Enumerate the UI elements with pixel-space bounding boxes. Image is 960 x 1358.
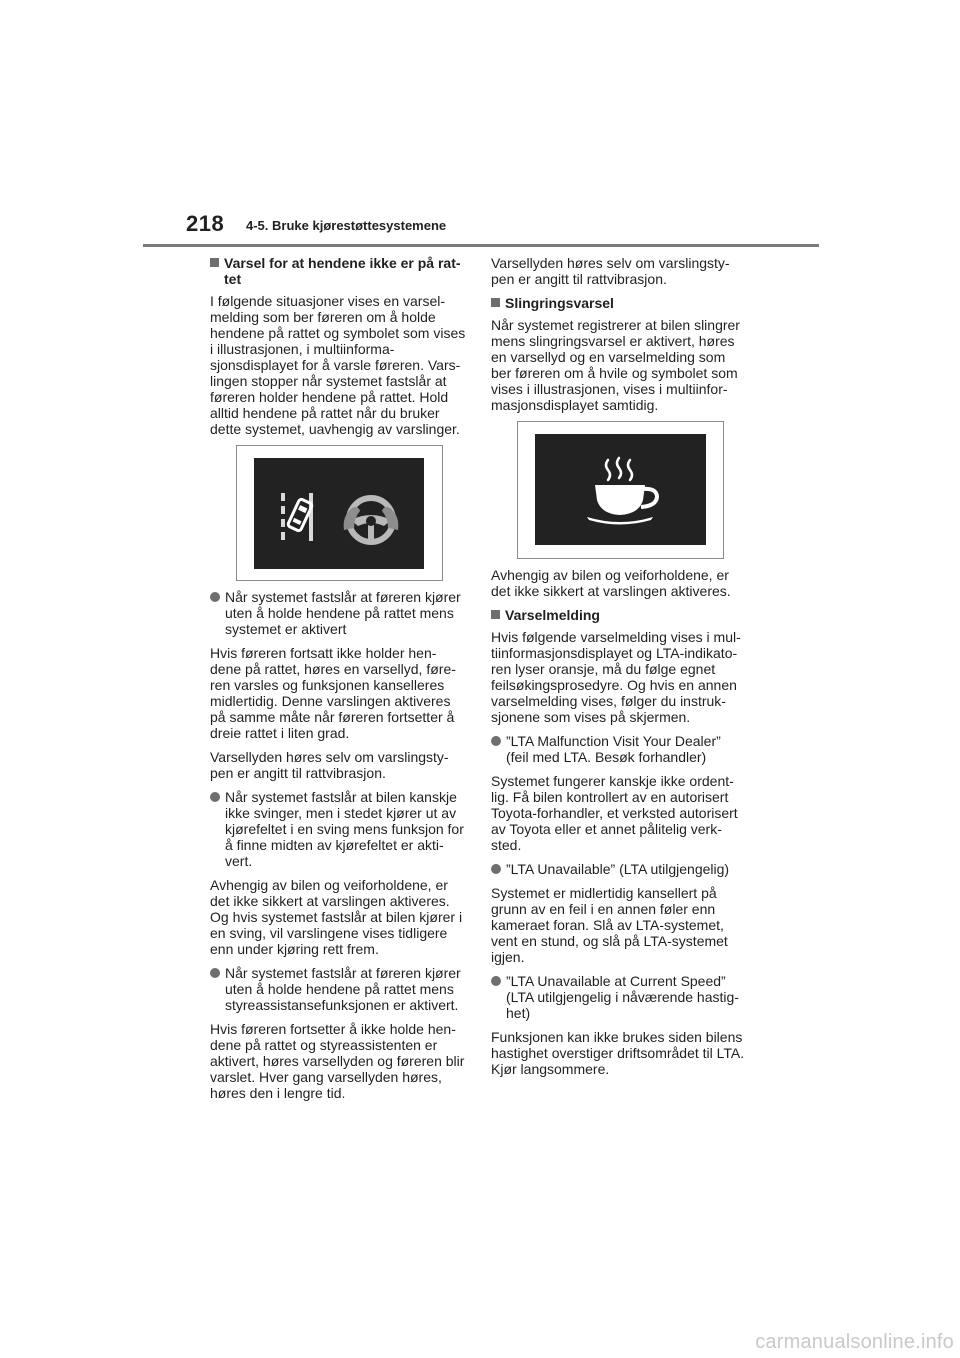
figure-hands-off-display xyxy=(236,445,443,581)
bullet-item: ”LTA Unavailable at Current Speed” (LTA utilgjengelig i nåværende hastig-het) xyxy=(491,973,747,1021)
paragraph: I følgende situasjoner vises en varsel-melding som ber føreren om å holde hendene på rattet og symbolet som vises i illustrasjonen, i multiinforma-sjonsdisplayet for å varsle føreren. Vars-lingen stopper når systemet fastslår at føreren holder hendene på rattet. Hold alltid hendene på rattet når du bruker dette systemet, uavhengig av varslinger. xyxy=(210,293,466,437)
paragraph: Hvis følgende varselmelding vises i mul-tiinformasjonsdisplayet og LTA-indikato-ren lyser oransje, må du følge egnet feilsøkingsprosedyre. Og hvis en annen varselmelding vises, følger du instruk-sjonene som vises på skjermen. xyxy=(491,629,741,725)
watermark: carmanualsonline.info xyxy=(755,1331,954,1353)
header-divider xyxy=(143,244,819,247)
paragraph: Funksjonen kan ikke brukes siden bilens hastighet overstiger driftsområdet til LTA. Kjør langsommere. xyxy=(491,1029,745,1077)
heading-hands-off-warning: Varsel for at hendene ikke er på rat-tet xyxy=(210,255,466,287)
bullet-item: ”LTA Unavailable” (LTA utilgjengelig) xyxy=(491,861,747,877)
paragraph: Hvis føreren fortsatt ikke holder hen-dene på rattet, høres en varsellyd, føre-ren varsles og funksjonen kanselleres midlertidig. Denne varslingen aktiveres på samme måte når føreren fortsetter å dreie rattet i liten grad. xyxy=(210,645,456,741)
paragraph: Når systemet registrerer at bilen slingrer mens slingringsvarsel er aktivert, høres en varsellyd og en varselmelding som ber føreren om å hvile og symbolet som vises i illustrasjonen, vises i multiinfor-masjonsdisplayet samtidig. xyxy=(491,317,740,413)
bullet-item: Når systemet fastslår at bilen kanskje ikke svinger, men i stedet kjører ut av kjørefeltet i en sving mens funksjon for å finne midten av kjørefeltet er akti-vert. xyxy=(210,789,466,869)
page-number: 218 xyxy=(186,211,225,236)
bullet-item: Når systemet fastslår at føreren kjører uten å holde hendene på rattet mens styreassistansefunksjonen er aktivert. xyxy=(210,965,466,1013)
display-screen xyxy=(535,434,706,545)
paragraph: Avhengig av bilen og veiforholdene, er det ikke sikkert at varslingen aktiveres. xyxy=(491,567,731,599)
bullet-item: ”LTA Malfunction Visit Your Dealer” (feil med LTA. Besøk forhandler) xyxy=(491,733,747,765)
right-column xyxy=(491,255,747,1085)
coffee-cup-icon xyxy=(535,434,706,545)
paragraph: Systemet fungerer kanskje ikke ordent-lig. Få bilen kontrollert av en autorisert Toyota-forhandler, et verksted autorisert av Toyota eller et annet pålitelig verk-sted. xyxy=(491,773,738,853)
figure-sway-display xyxy=(517,421,724,559)
heading-sway-warning: Slingringsvarsel xyxy=(491,295,747,311)
paragraph: Systemet er midlertidig kansellert på grunn av en feil i en annen føler enn kameraet foran. Slå av LTA-systemet, vent en stund, og slå på LTA-systemet igjen. xyxy=(491,885,728,965)
hands-on-wheel-icon xyxy=(254,458,424,569)
heading-warning-message: Varselmelding xyxy=(491,607,747,623)
paragraph: Hvis føreren fortsetter å ikke holde hen-dene på rattet og styreassistenten er aktivert, høres varsellyden og føreren blir varslet. Hver gang varsellyden høres, høres den i lengre tid. xyxy=(210,1021,465,1101)
paragraph: Varsellyden høres selv om varslingsty-pen er angitt til rattvibrasjon. xyxy=(491,255,730,287)
section-title: 4-5. Bruke kjørestøttesystemene xyxy=(246,218,447,233)
left-column xyxy=(210,255,466,1109)
paragraph: Varsellyden høres selv om varslingsty-pen er angitt til rattvibrasjon. xyxy=(210,749,449,781)
paragraph: Avhengig av bilen og veiforholdene, er det ikke sikkert at varslingen aktiveres. Og hvis systemet fastslår at bilen kjører i en sving, vil varslingene vises tidligere enn under kjøring rett frem. xyxy=(210,877,463,957)
bullet-item: Når systemet fastslår at føreren kjører uten å holde hendene på rattet mens systemet er aktivert xyxy=(210,589,466,637)
display-screen xyxy=(254,458,424,569)
